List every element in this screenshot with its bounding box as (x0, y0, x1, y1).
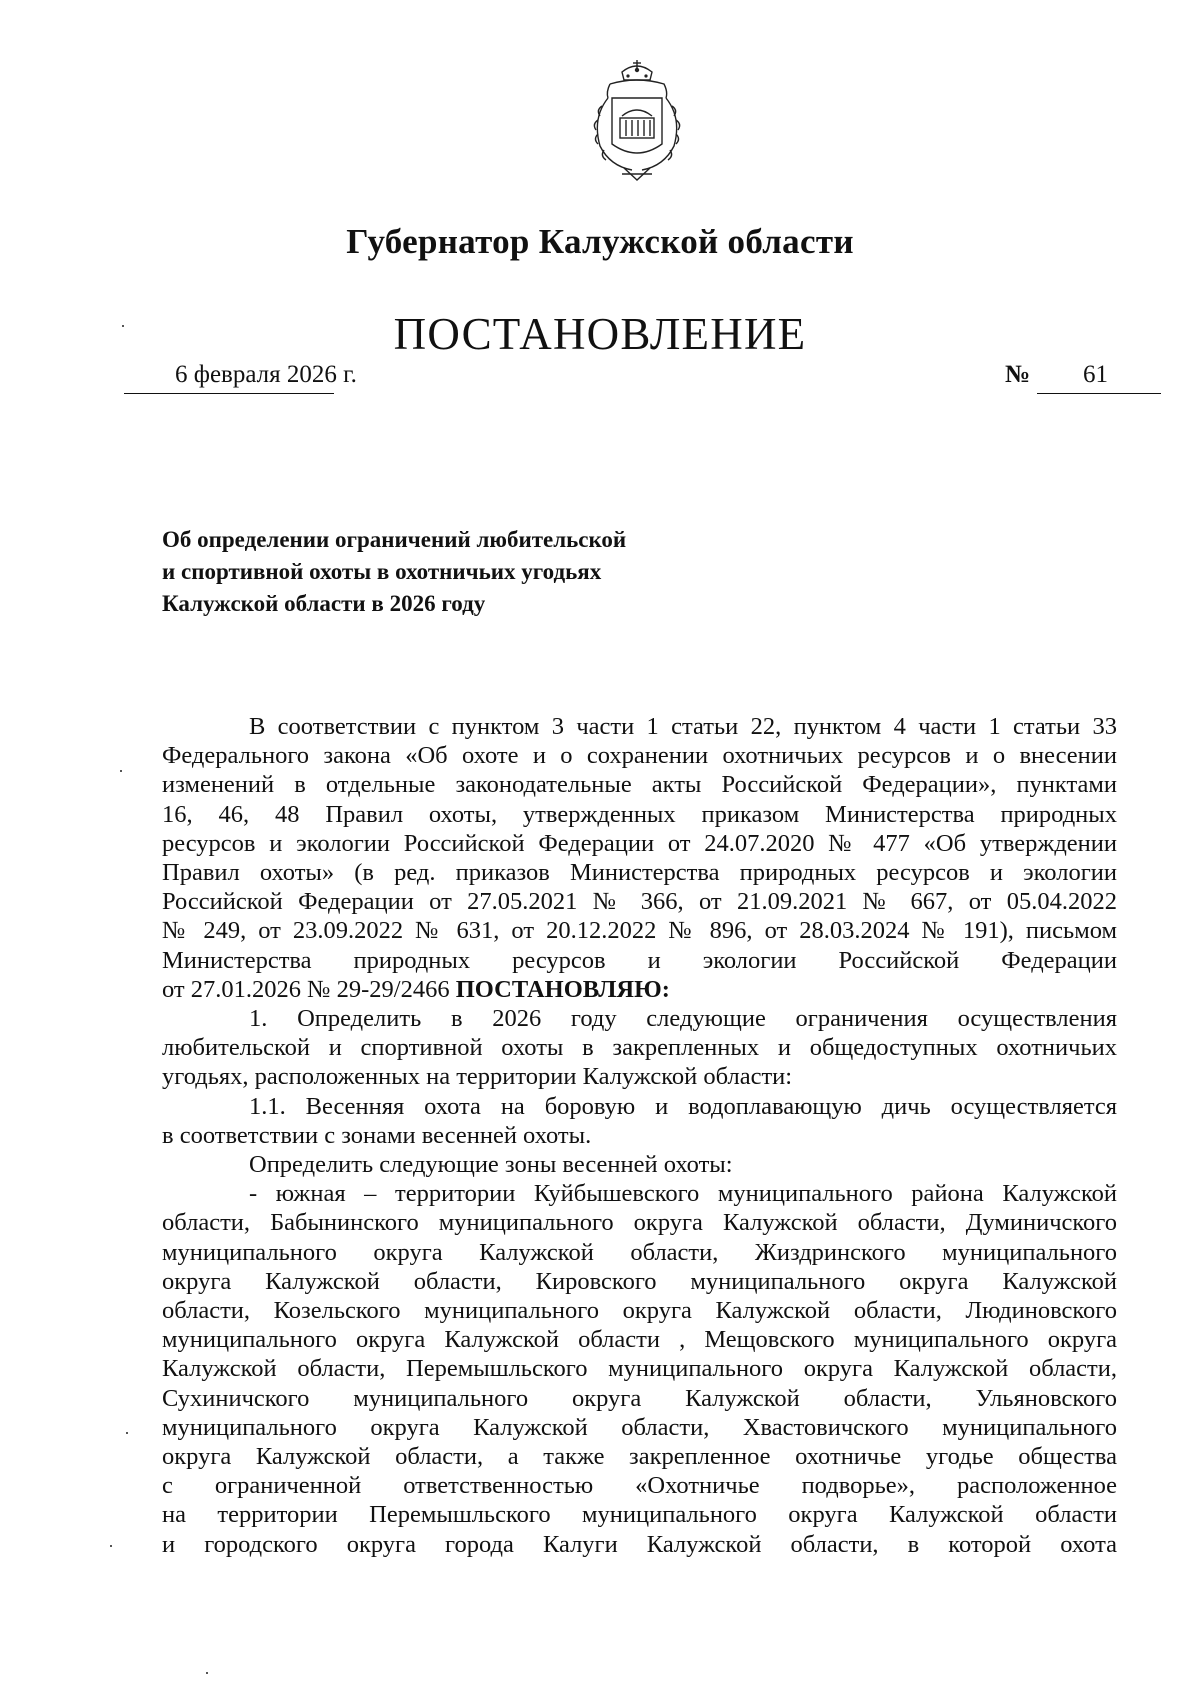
body-line: изменений в отдельные законодательные акты Российской Федерации», пунктами (162, 771, 1117, 799)
subject-line: Об определении ограничений любительской (162, 527, 627, 552)
scan-speck (122, 325, 124, 327)
body-line: области, Бабынинского муниципального округа Калужской области, Думиничского (162, 1209, 1117, 1237)
body-line: муниципального округа Калужской области, Жиздринского муниципального (162, 1238, 1117, 1266)
body-line: и городского округа города Калуги Калужской области, в которой охота (162, 1530, 1117, 1558)
body-line: с ограниченной ответственностью «Охотничье подворье», расположенное (162, 1472, 1117, 1500)
resolve-word: ПОСТАНОВЛЯЮ: (455, 975, 670, 1003)
body-line: округа Калужской области, а также закрепленное охотничье угодье общества (162, 1443, 1117, 1471)
body-line: Определить следующие зоны весенней охоты: (249, 1151, 733, 1179)
scan-speck (206, 1672, 208, 1674)
body-line: Российской Федерации от 27.05.2021 № 366, от 21.09.2021 № 667, от 05.04.2022 (162, 888, 1117, 916)
body-line: ресурсов и экологии Российской Федерации от 24.07.2020 № 477 «Об утверждении (162, 829, 1117, 857)
body-line: муниципального округа Калужской области , Мещовского муниципального округа (162, 1326, 1117, 1354)
body-line: 1. Определить в 2026 году следующие ограничения осуществления (249, 1005, 1117, 1033)
body-line: в соответствии с зонами весенней охоты. (162, 1121, 592, 1149)
issuing-authority: Губернатор Калужской области (346, 222, 854, 261)
document-type-title: ПОСТАНОВЛЕНИЕ (393, 309, 807, 359)
body-line: округа Калужской области, Кировского муниципального округа Калужской (162, 1267, 1117, 1295)
body-line: 16, 46, 48 Правил охоты, утвержденных приказом Министерства природных (162, 800, 1117, 828)
body-line: Калужской области, Перемышльского муниципального округа Калужской области, (162, 1355, 1117, 1383)
body-line: Федерального закона «Об охоте и о сохранении охотничьих ресурсов и о внесении (162, 742, 1117, 770)
scan-speck (110, 1545, 112, 1547)
body-line: В соответствии с пунктом 3 части 1 статьи 22, пунктом 4 части 1 статьи 33 (249, 713, 1117, 740)
number-sign: № (1005, 361, 1031, 388)
document-body (162, 712, 1117, 1559)
document-subject (162, 524, 626, 620)
body-line: муниципального округа Калужской области, Хвастовичского муниципального (162, 1413, 1117, 1441)
body-line: Министерства природных ресурсов и экологии Российской Федерации (162, 946, 1117, 974)
scan-speck (120, 770, 122, 772)
preamble-end: от 27.01.2026 № 29-29/2466 (162, 975, 456, 1003)
subject-line: Калужской области в 2026 году (162, 591, 486, 616)
body-line: угодьях, расположенных на территории Калужской области: (162, 1063, 793, 1091)
coat-of-arms-emblem (582, 58, 692, 184)
body-line: на территории Перемышльского муниципального округа Калужской области (162, 1501, 1117, 1529)
subject-line: и спортивной охоты в охотничьих угодьях (162, 559, 602, 584)
body-line: 1.1. Весенняя охота на боровую и водоплавающую дичь осуществляется (249, 1092, 1117, 1120)
body-line: любительской и спортивной охоты в закрепленных и общедоступных охотничьих (162, 1034, 1117, 1062)
body-line: - южная – территории Куйбышевского муниципального района Калужской (249, 1180, 1117, 1208)
body-line: Правил охоты» (в ред. приказов Министерства природных ресурсов и экологии (162, 859, 1117, 887)
scan-speck (126, 1432, 128, 1434)
body-line (162, 975, 1117, 1004)
document-date: 6 февраля 2026 г. (175, 361, 357, 388)
document-number: 61 (1083, 361, 1108, 388)
body-line: Сухиничского муниципального округа Калужской области, Ульяновского (162, 1384, 1117, 1412)
body-line: № 249, от 23.09.2022 № 631, от 20.12.2022 № 896, от 28.03.2024 № 191), письмом (162, 917, 1117, 945)
body-line: области, Козельского муниципального округа Калужской области, Людиновского (162, 1297, 1117, 1325)
